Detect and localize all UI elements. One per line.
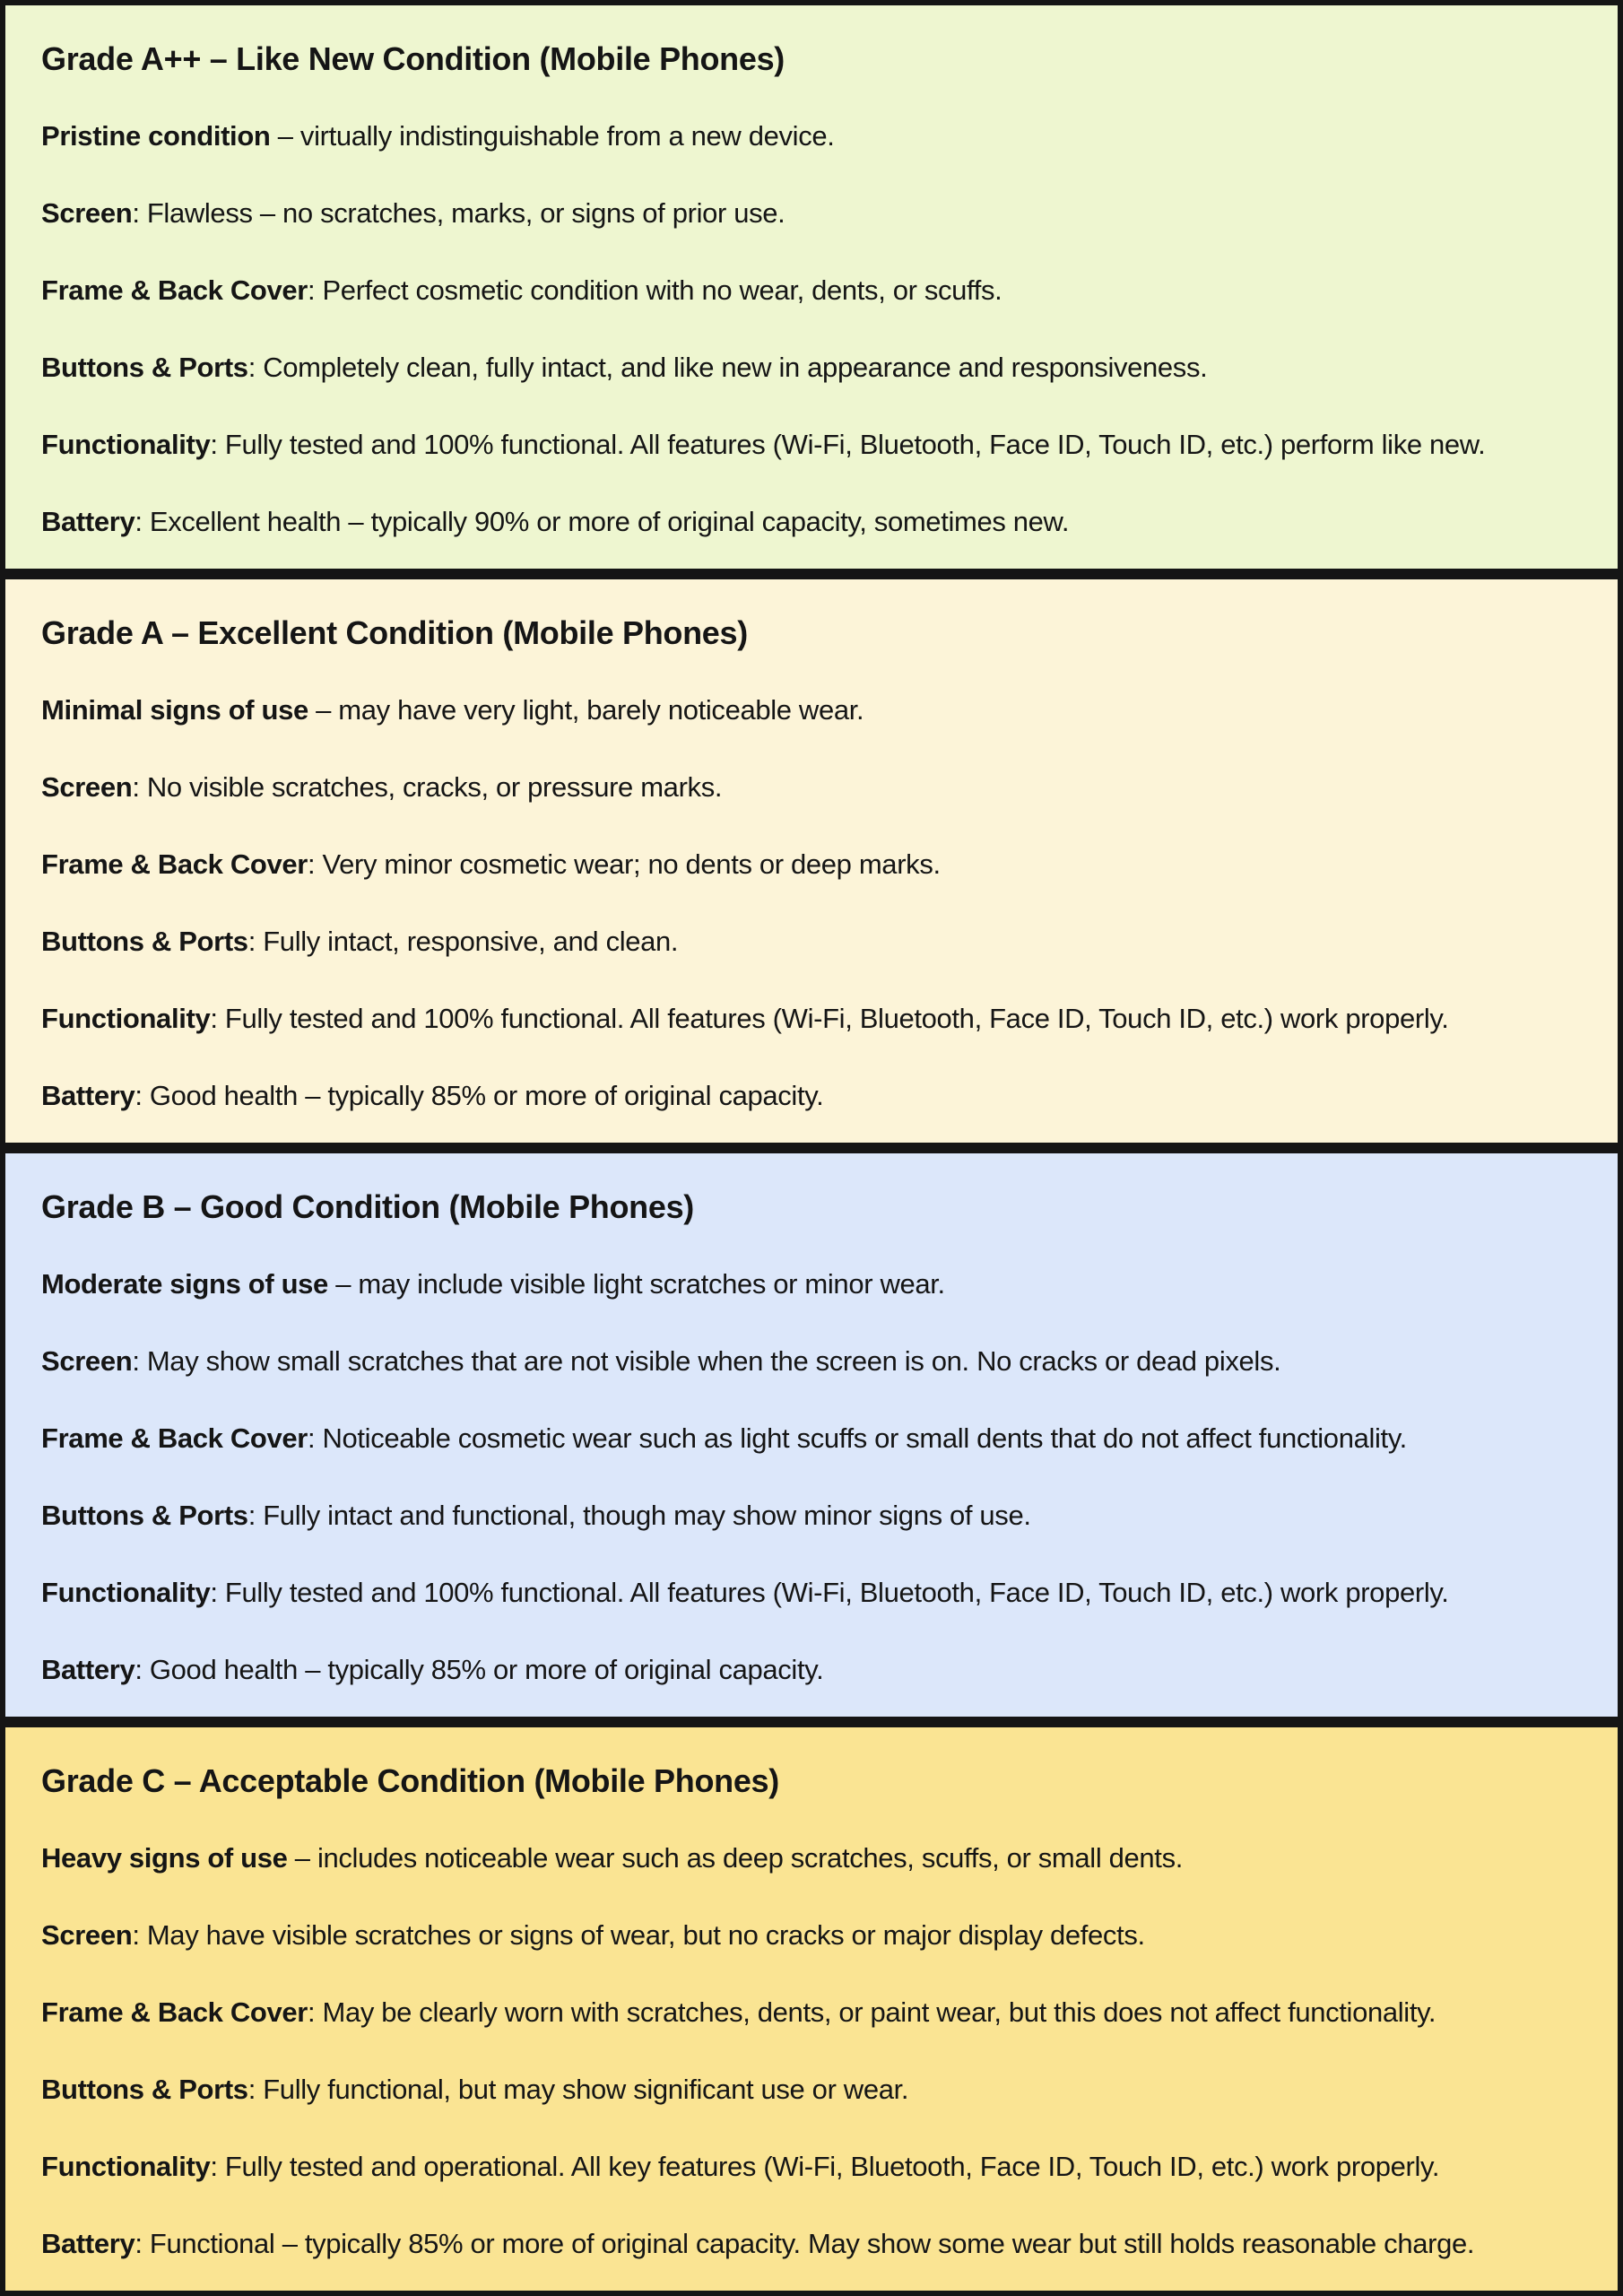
- spec-label: Functionality: [41, 1003, 211, 1034]
- spec-row: [41, 847, 1582, 883]
- spec-text: : Fully tested and 100% functional. All features (Wi-Fi, Bluetooth, Face ID, Touch ID, etc.) perform like new.: [210, 429, 1486, 460]
- spec-row: [41, 118, 1582, 154]
- section-title: Grade A++ – Like New Condition (Mobile Phones): [41, 40, 785, 77]
- spec-text: : Perfect cosmetic condition with no wear, dents, or scuffs.: [307, 274, 1002, 306]
- spec-label: Functionality: [41, 1577, 211, 1608]
- spec-text: : Fully intact, responsive, and clean.: [247, 926, 679, 957]
- spec-text: – may have very light, barely noticeable wear.: [308, 694, 864, 726]
- spec-label: Frame & Back Cover: [41, 274, 308, 306]
- spec-label: Frame & Back Cover: [41, 1996, 308, 2028]
- spec-row: [41, 1652, 1582, 1688]
- spec-label: Buttons & Ports: [41, 352, 248, 383]
- section-title: Grade A – Excellent Condition (Mobile Phones): [41, 614, 748, 651]
- spec-row: [41, 1078, 1582, 1114]
- spec-label: Buttons & Ports: [41, 1500, 248, 1531]
- spec-row: [41, 2149, 1582, 2185]
- spec-row: [41, 770, 1582, 805]
- spec-label: Buttons & Ports: [41, 2074, 248, 2105]
- spec-label: Heavy signs of use: [41, 1842, 288, 1874]
- spec-text: : Excellent health – typically 90% or more of original capacity, sometimes new.: [135, 506, 1070, 537]
- spec-row: [41, 427, 1582, 463]
- spec-text: : Functional – typically 85% or more of original capacity. May show some wear but still holds reasonable charge.: [135, 2228, 1475, 2259]
- spec-row: [41, 504, 1582, 540]
- spec-label: Battery: [41, 1080, 135, 1111]
- spec-row: [41, 692, 1582, 728]
- spec-label: Battery: [41, 2228, 135, 2259]
- spec-text: – may include visible light scratches or minor wear.: [327, 1268, 945, 1300]
- spec-label: Battery: [41, 1654, 135, 1685]
- spec-row: [41, 1498, 1582, 1534]
- spec-label: Minimal signs of use: [41, 694, 308, 726]
- spec-text: : Good health – typically 85% or more of original capacity.: [135, 1654, 824, 1685]
- spec-text: : May have visible scratches or signs of wear, but no cracks or major display defects.: [132, 1919, 1145, 1951]
- spec-row: [41, 1575, 1582, 1611]
- spec-label: Frame & Back Cover: [41, 1422, 308, 1454]
- spec-label: Battery: [41, 506, 135, 537]
- spec-label: Moderate signs of use: [41, 1268, 328, 1300]
- spec-row: [41, 273, 1582, 309]
- spec-row: [41, 196, 1582, 231]
- grade-card-b: [0, 1148, 1623, 1722]
- spec-row: [41, 1344, 1582, 1379]
- spec-label: Functionality: [41, 429, 211, 460]
- spec-text: : May show small scratches that are not visible when the screen is on. No cracks or dead pixels.: [132, 1345, 1281, 1377]
- section-title: Grade B – Good Condition (Mobile Phones): [41, 1188, 694, 1225]
- spec-text: : Flawless – no scratches, marks, or signs of prior use.: [132, 197, 785, 229]
- spec-row: [41, 1918, 1582, 1953]
- spec-label: Functionality: [41, 2151, 211, 2182]
- spec-row: [41, 1001, 1582, 1037]
- spec-row: [41, 1266, 1582, 1302]
- spec-row: [41, 1421, 1582, 1457]
- spec-text: : Good health – typically 85% or more of original capacity.: [135, 1080, 824, 1111]
- spec-text: : No visible scratches, cracks, or pressure marks.: [132, 771, 723, 803]
- spec-row: [41, 2072, 1582, 2108]
- spec-text: : Fully tested and operational. All key features (Wi-Fi, Bluetooth, Face ID, Touch ID, etc.) work properly.: [210, 2151, 1440, 2182]
- spec-text: : Noticeable cosmetic wear such as light scuffs or small dents that do not affect functionality.: [307, 1422, 1407, 1454]
- grade-card-a-plus-plus: [0, 0, 1623, 574]
- spec-text: – includes noticeable wear such as deep scratches, scuffs, or small dents.: [287, 1842, 1183, 1874]
- spec-text: : May be clearly worn with scratches, dents, or paint wear, but this does not affect functionality.: [307, 1996, 1436, 2028]
- spec-text: : Fully functional, but may show significant use or wear.: [247, 2074, 909, 2105]
- spec-text: : Fully tested and 100% functional. All features (Wi-Fi, Bluetooth, Face ID, Touch ID, etc.) work properly.: [210, 1577, 1449, 1608]
- spec-row: [41, 1840, 1582, 1876]
- grade-card-c: [0, 1722, 1623, 2296]
- spec-row: [41, 1995, 1582, 2031]
- spec-text: : Fully intact and functional, though may show minor signs of use.: [247, 1500, 1031, 1531]
- spec-row: [41, 2226, 1582, 2262]
- spec-text: – virtually indistinguishable from a new device.: [270, 120, 835, 152]
- spec-label: Screen: [41, 771, 133, 803]
- section-title: Grade C – Acceptable Condition (Mobile Phones): [41, 1762, 779, 1799]
- spec-text: : Fully tested and 100% functional. All features (Wi-Fi, Bluetooth, Face ID, Touch ID, etc.) work properly.: [210, 1003, 1449, 1034]
- spec-text: : Very minor cosmetic wear; no dents or deep marks.: [307, 848, 941, 880]
- spec-text: : Completely clean, fully intact, and like new in appearance and responsiveness.: [247, 352, 1208, 383]
- spec-label: Buttons & Ports: [41, 926, 248, 957]
- spec-label: Screen: [41, 197, 133, 229]
- spec-row: [41, 350, 1582, 386]
- spec-row: [41, 924, 1582, 960]
- spec-label: Frame & Back Cover: [41, 848, 308, 880]
- spec-label: Pristine condition: [41, 120, 271, 152]
- grade-card-a: [0, 574, 1623, 1148]
- spec-label: Screen: [41, 1345, 133, 1377]
- spec-label: Screen: [41, 1919, 133, 1951]
